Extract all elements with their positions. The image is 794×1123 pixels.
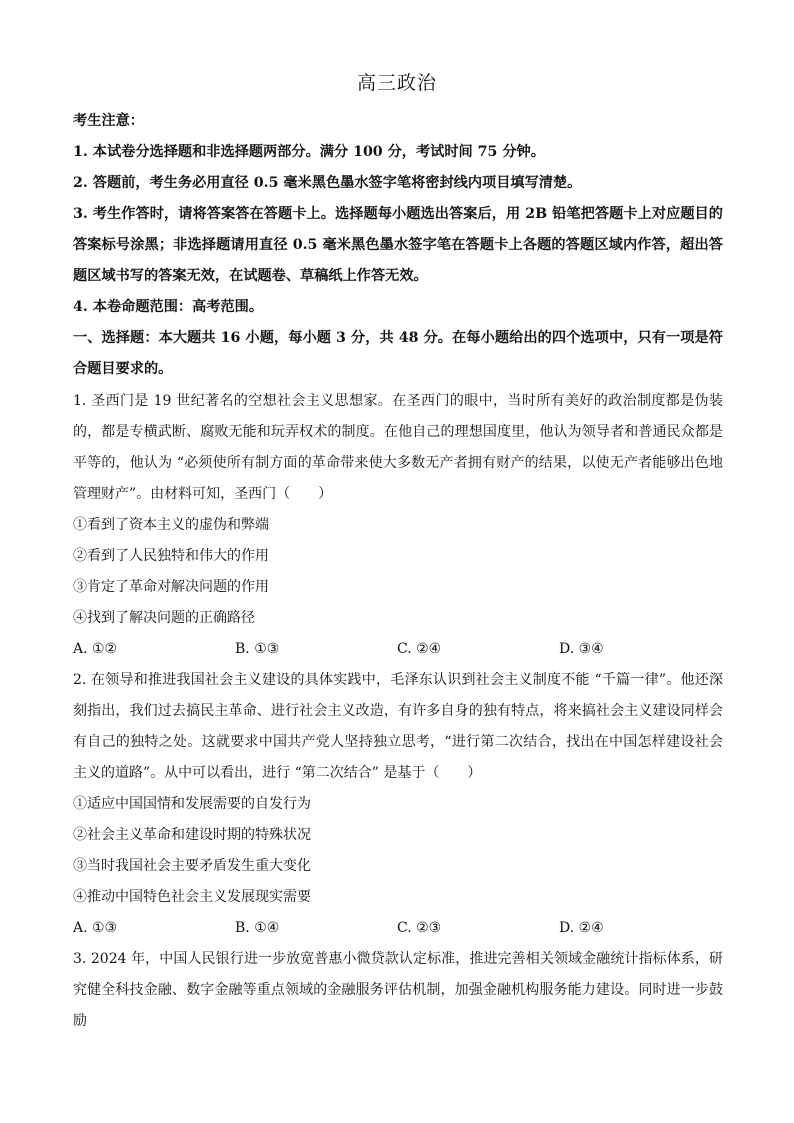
question-1 [73, 386, 723, 665]
section-heading: 一、选择题：本大题共 16 小题，每小题 3 分，共 48 分。在每小题给出的四个选项中，只有一项是符合题目要求的。 [73, 330, 723, 377]
notice-item: 1. 本试卷分选择题和非选择题两部分。满分 100 分，考试时间 75 分钟。 [73, 144, 545, 160]
statement: ①适应中国国情和发展需要的自发行为 [73, 796, 311, 812]
question-stem: 2. 在领导和推进我国社会主义建设的具体实践中，毛泽东认识到社会主义制度不能 “千篇一律”。他还深刻指出，我们过去搞民主革命、进行社会主义改造，有许多自身的独有特点，将来搞社会主义建设同样会有自己的独特之处。这就要求中国共产党人坚持独立思考，“进行第二次结合，找出在中国怎样建设社会主义的道路”。从中可以看出，进行 “第二次结合” 是基于（ ） [73, 672, 723, 781]
notice-heading: 考生注意： [73, 113, 144, 129]
statement: ④找到了解决问题的正确路径 [73, 610, 255, 626]
notice-item: 2. 答题前，考生务必用直径 0.5 毫米黑色墨水签字笔将密封线内项目填写清楚。 [73, 175, 582, 191]
option-b: B. ①③ [235, 641, 280, 657]
statement: ①看到了资本主义的虚伪和弊端 [73, 517, 269, 533]
option-c: C. ②③ [397, 920, 442, 936]
question-3 [73, 944, 723, 1037]
question-stem: 1. 圣西门是 19 世纪著名的空想社会主义思想家。在圣西门的眼中，当时所有美好的政治制度都是伪装的，都是专横武断、腐败无能和玩弄权术的制度。在他自己的理想国度里，他认为领导者和普通民众都是平等的，他认为 “必须使所有制方面的革命带来使大多数无产者拥有财产的结果，以使无产者能够出色地管理财产”。由材料可知，圣西门（ ） [73, 393, 723, 502]
statement: ④推动中国特色社会主义发展现实需要 [73, 889, 311, 905]
statement: ③肯定了革命对解决问题的作用 [73, 579, 269, 595]
options-row [73, 634, 723, 665]
notice-item: 4. 本卷命题范围：高考范围。 [73, 299, 264, 315]
option-c: C. ②④ [397, 641, 442, 657]
notice-section [73, 106, 723, 385]
option-a: A. ①② [73, 641, 118, 657]
option-d: D. ②④ [559, 920, 604, 936]
question-2 [73, 665, 723, 944]
page-title: 高三政治 [356, 72, 437, 94]
option-d: D. ③④ [559, 641, 604, 657]
statement: ②看到了人民独特和伟大的作用 [73, 548, 269, 564]
statement: ③当时我国社会主要矛盾发生重大变化 [73, 858, 311, 874]
options-row [73, 913, 723, 944]
option-a: A. ①③ [73, 920, 118, 936]
question-stem: 3. 2024 年，中国人民银行进一步放宽普惠小微贷款认定标准，推进完善相关领域金融统计指标体系，研究健全科技金融、数字金融等重点领域的金融服务评估机制，加强金融机构服务能力建设。同时进一步鼓励 [73, 951, 723, 1029]
option-b: B. ①④ [235, 920, 280, 936]
statement: ②社会主义革命和建设时期的特殊状况 [73, 827, 311, 843]
notice-item: 3. 考生作答时，请将答案答在答题卡上。选择题每小题选出答案后，用 2B 铅笔把答题卡上对应题目的答案标号涂黑；非选择题请用直径 0.5 毫米黑色墨水签字笔在答题卡上各题的答题区域内作答，超出答题区域书写的答案无效，在试题卷、草稿纸上作答无效。 [73, 206, 723, 284]
